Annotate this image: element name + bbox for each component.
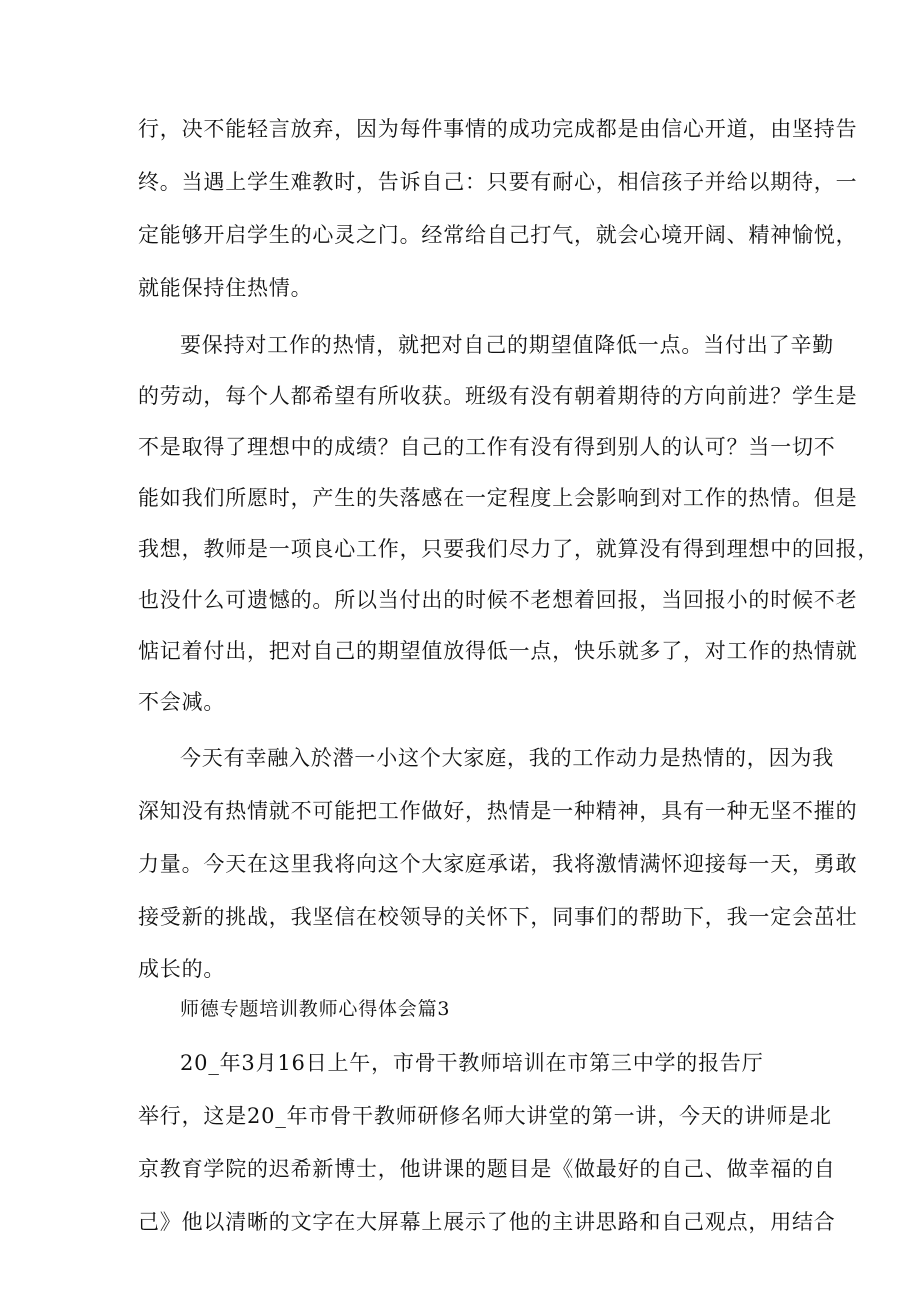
paragraph-1-line-2: 终。当遇上学生难教时，告诉自己：只要有耐心，相信孩子并给以期待，一 — [138, 170, 858, 194]
paragraph-2-line-7: 惦记着付出，把对自己的期望值放得低一点，快乐就多了，对工作的热情就 — [138, 639, 858, 663]
paragraph-1-line-3: 定能够开启学生的心灵之门。经常给自己打气，就会心境开阔、精神愉悦， — [138, 223, 858, 247]
section-paragraph-line-1: 20_年3月16日上午，市骨干教师培训在市第三中学的报告厅 — [180, 1051, 764, 1075]
paragraph-2-line-1: 要保持对工作的热情，就把对自己的期望值降低一点。当付出了辛勤 — [180, 333, 834, 357]
paragraph-2-line-3: 不是取得了理想中的成绩？自己的工作有没有得到别人的认可？当一切不 — [138, 435, 836, 459]
section-paragraph-line-4: 己》他以清晰的文字在大屏幕上展示了他的主讲思路和自己观点，用结合 — [138, 1210, 836, 1234]
paragraph-2-line-5: 我想，教师是一项良心工作，只要我们尽力了，就算没有得到理想中的回报， — [138, 537, 880, 561]
paragraph-3-line-2: 深知没有热情就不可能把工作做好，热情是一种精神，具有一种无坚不摧的 — [138, 799, 858, 823]
paragraph-2-line-6: 也没什么可遗憾的。所以当付出的时候不老想着回报，当回报小的时候不老 — [138, 588, 858, 612]
paragraph-2-line-8: 不会减。 — [138, 690, 226, 714]
section-paragraph-line-2: 举行，这是20_年市骨干教师研修名师大讲堂的第一讲，今天的讲师是北 — [138, 1104, 832, 1128]
section-heading: 师德专题培训教师心得体会篇3 — [180, 998, 451, 1020]
paragraph-1-line-4: 就能保持住热情。 — [138, 276, 313, 300]
paragraph-3-line-1: 今天有幸融入於潜一小这个大家庭，我的工作动力是热情的，因为我 — [180, 746, 834, 770]
paragraph-2-line-2: 的劳动，每个人都希望有所收获。班级有没有朝着期待的方向前进？学生是 — [138, 384, 858, 408]
section-paragraph-line-3: 京教育学院的迟希新博士，他讲课的题目是《做最好的自己、做幸福的自 — [138, 1157, 836, 1181]
paragraph-2-line-4: 能如我们所愿时，产生的失落感在一定程度上会影响到对工作的热情。但是 — [138, 486, 858, 510]
paragraph-1-line-1: 行，决不能轻言放弃，因为每件事情的成功完成都是由信心开道，由坚持告 — [138, 117, 858, 141]
paragraph-3-line-4: 接受新的挑战，我坚信在校领导的关怀下，同事们的帮助下，我一定会茁壮 — [138, 905, 858, 929]
paragraph-3-line-3: 力量。今天在这里我将向这个大家庭承诺，我将激情满怀迎接每一天，勇敢 — [138, 852, 858, 876]
paragraph-3-line-5: 成长的。 — [138, 957, 226, 981]
